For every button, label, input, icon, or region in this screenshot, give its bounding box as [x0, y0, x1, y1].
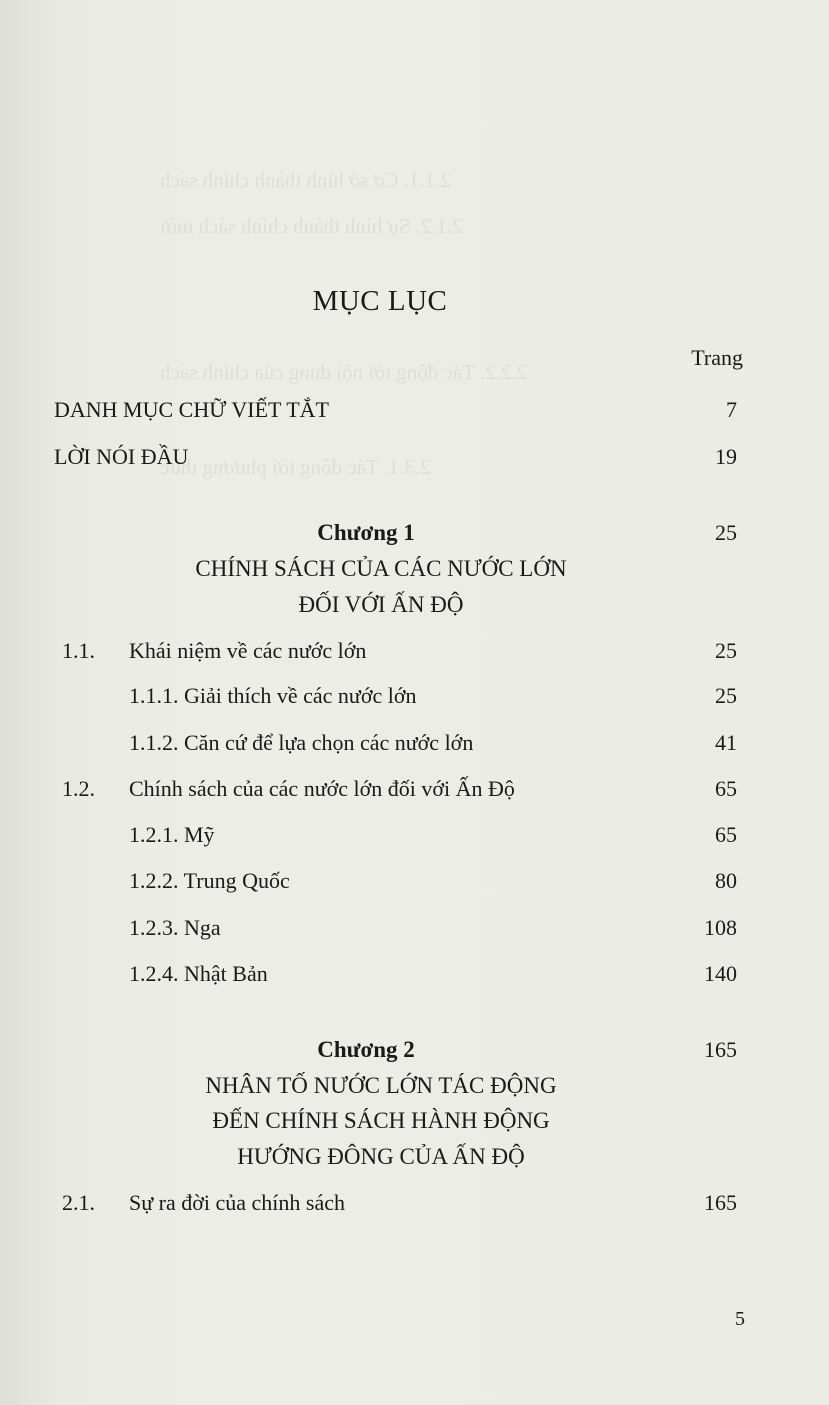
toc-entry[interactable] — [0, 1190, 829, 1220]
toc-entry-text: 1.1.1. Giải thích về các nước lớn — [129, 683, 417, 708]
toc-entry[interactable] — [0, 638, 829, 668]
page-number: 5 — [735, 1308, 745, 1330]
page-column-label: Trang — [691, 345, 743, 370]
toc-entry-page: 165 — [704, 1037, 737, 1062]
toc-entry-text: 1.2.4. Nhật Bản — [129, 961, 268, 986]
toc-entry-page: 65 — [715, 776, 737, 801]
toc-entry[interactable] — [0, 683, 829, 713]
toc-entry-page: 165 — [704, 1190, 737, 1215]
toc-entry-page: 19 — [715, 444, 737, 469]
show-through-text: 2.3.1. Tác động tới phương thức — [160, 455, 431, 479]
toc-entry-page: 7 — [726, 397, 737, 422]
toc-entry-page: 25 — [715, 520, 737, 545]
toc-entry-text: 1.2.1. Mỹ — [129, 822, 215, 847]
toc-entry-text: Sự ra đời của chính sách — [129, 1190, 345, 1215]
chapter-heading[interactable] — [0, 1037, 829, 1067]
toc-entry[interactable] — [0, 444, 829, 474]
toc-entry-page: 25 — [715, 638, 737, 663]
toc-entry[interactable] — [0, 822, 829, 852]
toc-entry-text: Khái niệm về các nước lớn — [129, 638, 367, 663]
toc-entry-page: 140 — [704, 961, 737, 986]
toc-entry[interactable] — [0, 776, 829, 806]
chapter-title-line: ĐẾN CHÍNH SÁCH HÀNH ĐỘNG — [212, 1108, 550, 1133]
show-through-text: 2.1.2. Sự hình thành chính sách mới — [160, 214, 464, 238]
toc-entry-page: 108 — [704, 915, 737, 940]
page-title: MỤC LỤC — [312, 285, 448, 317]
chapter-label: Chương 1 — [317, 520, 415, 545]
toc-entry-page: 25 — [715, 683, 737, 708]
toc-entry[interactable] — [0, 868, 829, 898]
toc-entry[interactable] — [0, 961, 829, 991]
toc-entry-text: 1.2.2. Trung Quốc — [129, 868, 290, 893]
chapter-heading[interactable] — [0, 520, 829, 550]
toc-entry-number: 2.1. — [62, 1190, 95, 1215]
toc-entry-number: 1.1. — [62, 638, 95, 663]
chapter-title-line: HƯỚNG ĐÔNG CỦA ẤN ĐỘ — [237, 1144, 525, 1169]
show-through-text: 2.1.1. Cơ sở hình thành chính sách — [160, 168, 452, 192]
toc-entry-text: LỜI NÓI ĐẦU — [54, 444, 189, 469]
toc-entry[interactable] — [0, 397, 829, 427]
toc-entry[interactable] — [0, 730, 829, 760]
toc-entry-text: Chính sách của các nước lớn đối với Ấn Độ — [129, 776, 515, 801]
toc-entry-number: 1.2. — [62, 776, 95, 801]
chapter-title-line: NHÂN TỐ NƯỚC LỚN TÁC ĐỘNG — [205, 1073, 557, 1098]
toc-entry-text: 1.2.3. Nga — [129, 915, 221, 940]
show-through-text: 2.2.2. Tác động tới nội dung của chính sách — [160, 360, 528, 384]
toc-entry-page: 41 — [715, 730, 737, 755]
toc-entry-page: 80 — [715, 868, 737, 893]
chapter-title-line: CHÍNH SÁCH CỦA CÁC NƯỚC LỚN — [195, 556, 567, 581]
toc-entry-text: DANH MỤC CHỮ VIẾT TẮT — [54, 397, 329, 422]
toc-entry[interactable] — [0, 915, 829, 945]
chapter-title-line: ĐỐI VỚI ẤN ĐỘ — [298, 592, 464, 617]
toc-entry-page: 65 — [715, 822, 737, 847]
chapter-label: Chương 2 — [317, 1037, 415, 1062]
toc-entry-text: 1.1.2. Căn cứ để lựa chọn các nước lớn — [129, 730, 474, 755]
